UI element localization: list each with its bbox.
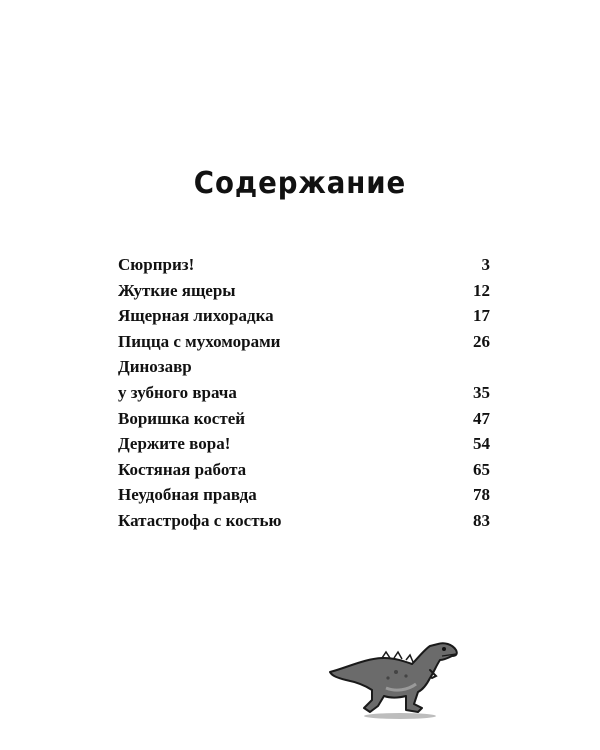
toc-entry	[118, 457, 490, 483]
toc-entry	[118, 508, 490, 534]
toc-entry-title: Костяная работа	[118, 459, 247, 479]
toc-entry-title: Жуткие ящеры	[118, 280, 236, 300]
toc-entry-page: 78	[473, 485, 490, 505]
toc-entry-title: Сюрприз!	[118, 255, 195, 274]
toc-entry-title: Ящерная лихорадка	[118, 306, 274, 326]
page-title: Содержание	[193, 166, 407, 201]
toc-entry-title: Держите вора!	[118, 434, 231, 454]
toc-entry-title: Пицца с мухоморами	[118, 331, 281, 351]
toc-entry	[118, 278, 490, 304]
toc-entry-page: 54	[473, 434, 490, 454]
toc-entry-page: 83	[473, 510, 490, 530]
toc-entry-title: Динозавр у зубного врача	[118, 357, 237, 402]
toc-entry-page: 12	[473, 280, 490, 300]
toc-entry-page: 47	[473, 408, 490, 428]
toc-entry	[118, 482, 490, 508]
toc-entry	[118, 252, 490, 278]
dinosaur-illustration	[326, 628, 466, 724]
toc-entry	[118, 329, 490, 355]
toc-entry-page: 65	[473, 459, 490, 479]
toc-entry-title: Катастрофа с костью	[118, 510, 282, 530]
toc-entry-page: 26	[473, 331, 490, 351]
toc-entry-title: Воришка костей	[118, 408, 246, 428]
toc-entry-page: 17	[473, 306, 490, 326]
toc-entry	[118, 406, 490, 432]
toc-entry-title: Неудобная правда	[118, 485, 257, 505]
table-of-contents	[118, 252, 490, 534]
toc-entry-page: 35	[473, 382, 490, 402]
toc-entry	[118, 431, 490, 457]
toc-entry	[118, 303, 490, 329]
toc-entry	[118, 354, 490, 405]
toc-entry-page: 3	[481, 255, 490, 274]
